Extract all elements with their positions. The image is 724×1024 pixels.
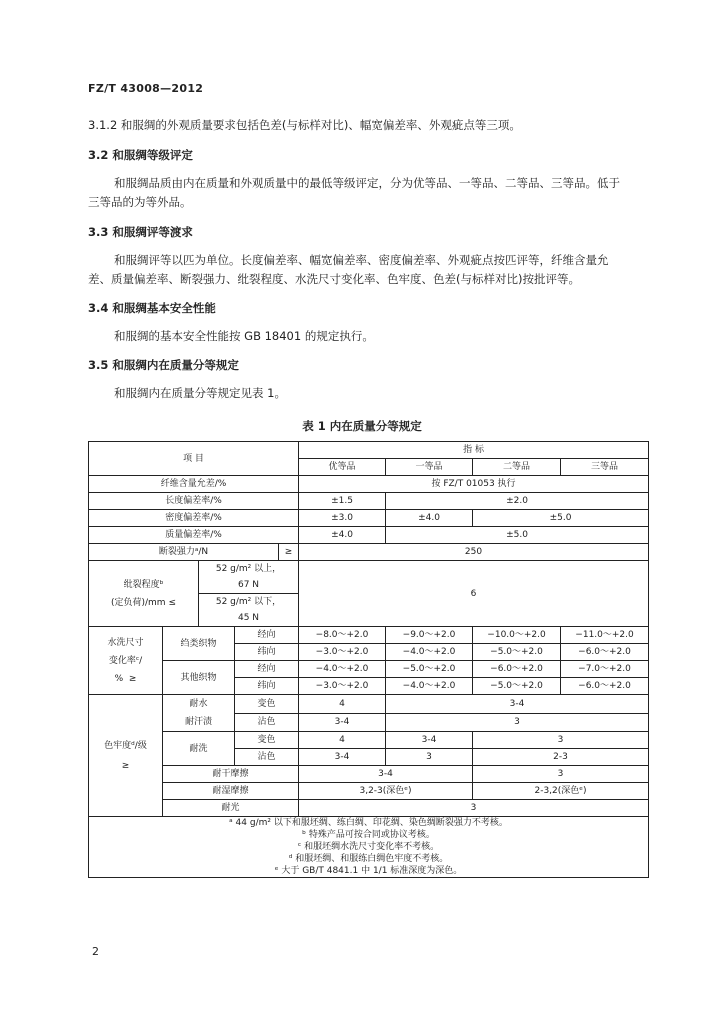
wash-other-weft-label: 纬向	[235, 678, 299, 695]
color-wash-label: 耐洗	[163, 732, 235, 766]
wash-label-line1: 水洗尺寸	[107, 637, 144, 648]
para-3-4: 和服绸的基本安全性能按 GB 18401 的规定执行。	[114, 329, 374, 343]
quality-grade-table	[88, 441, 649, 878]
color-dry-rub-label: 耐干摩擦	[163, 766, 299, 783]
color-water-change-2: 3-4	[386, 695, 649, 714]
row-mass-v2: ±5.0	[386, 527, 649, 544]
head-item: 项 目	[89, 442, 299, 476]
color-wash-stain-label: 沾色	[235, 749, 299, 766]
wash-silk-warp-2: −9.0～+2.0	[386, 627, 473, 644]
color-wet-rub-1: 3,2-3(深色ᵉ)	[299, 783, 473, 800]
wash-silk-warp-4: −11.0～+2.0	[561, 627, 649, 644]
color-label-line2: ≥	[121, 760, 130, 771]
row-density-label: 密度偏差率/%	[89, 510, 299, 527]
wash-symbol: ≥	[128, 673, 137, 684]
wash-silk-warp-label: 经向	[235, 627, 299, 644]
color-wet-rub-2: 2-3,2(深色ᵉ)	[473, 783, 649, 800]
wash-other-weft-1: −3.0～+2.0	[299, 678, 386, 695]
wash-label-line3: %	[114, 673, 124, 684]
slip-cond-1: 52 g/m² 以上，	[199, 561, 299, 578]
row-density-v3: ±5.0	[473, 510, 649, 527]
wash-silk-weft-2: −4.0～+2.0	[386, 644, 473, 661]
wash-other-label: 其他织物	[163, 661, 235, 695]
footnote-b: ᵇ 特殊产品可按合同或协议考核。	[302, 830, 435, 840]
slip-label-line1: 纰裂程度ᵇ	[123, 579, 164, 590]
slip-cond-4: 45 N	[199, 610, 299, 627]
heading-3-3: 3.3 和服绸评等渡求	[88, 225, 193, 239]
color-wash-stain-3: 2-3	[473, 749, 649, 766]
color-water-sweat-label	[163, 695, 235, 732]
slip-label-line2: (定负荷)/mm	[110, 597, 166, 608]
row-strength-symbol: ≥	[279, 544, 299, 561]
heading-3-2: 3.2 和服绸等级评定	[88, 148, 193, 162]
slip-cond-3: 52 g/m² 以下，	[199, 594, 299, 611]
color-label-line1: 色牢度ᵈ/级	[104, 740, 147, 751]
color-water-stain-label: 沾色	[235, 713, 299, 732]
heading-3-5: 3.5 和服绸内在质量分等规定	[88, 358, 239, 372]
para-3-5: 和服绸内在质量分等规定见表 1。	[114, 386, 286, 400]
footnote-a: ᵃ 44 g/m² 以下和服坯绸、练白绸、印花绸、染色绸断裂强力不考核。	[229, 818, 508, 828]
color-light-value: 3	[299, 800, 649, 817]
color-water-change-label: 变色	[235, 695, 299, 714]
table-footnotes	[89, 817, 649, 878]
wash-silk-weft-3: −5.0～+2.0	[473, 644, 561, 661]
head-grade-1: 优等品	[299, 459, 386, 476]
clause-3-1-2: 3.1.2 和服绸的外观质量要求包括色差(与标样对比)、幅宽偏差率、外观疵点等三项。	[88, 118, 521, 132]
wash-other-weft-3: −5.0～+2.0	[473, 678, 561, 695]
footnote-e: ᵉ 大于 GB/T 4841.1 中 1/1 标准深度为深色。	[274, 866, 463, 876]
row-density-v2: ±4.0	[386, 510, 473, 527]
row-length-v1: ±1.5	[299, 493, 386, 510]
wash-other-warp-4: −7.0～+2.0	[561, 661, 649, 678]
color-wash-change-3: 3	[473, 732, 649, 749]
color-dry-rub-1: 3-4	[299, 766, 473, 783]
row-mass-label: 质量偏差率/%	[89, 527, 299, 544]
wash-other-weft-4: −6.0～+2.0	[561, 678, 649, 695]
color-sweat-label: 耐汗渍	[184, 717, 212, 727]
row-fiber-label: 纤维含量允差/%	[89, 476, 299, 493]
wash-silk-weft-label: 纬向	[235, 644, 299, 661]
footnote-c: ᶜ 和服坯绸水洗尺寸变化率不考核。	[297, 842, 440, 852]
color-wash-stain-2: 3	[386, 749, 473, 766]
row-strength-value: 250	[299, 544, 649, 561]
row-length-v2: ±2.0	[386, 493, 649, 510]
wash-other-warp-2: −5.0～+2.0	[386, 661, 473, 678]
head-grade-2: 一等品	[386, 459, 473, 476]
para-3-3-line2: 差、质量偏差率、断裂强力、纰裂程度、水洗尺寸变化率、色牢度、色差(与标样对比)按批评等。	[88, 272, 580, 286]
wash-label-line2: 变化率ᶜ/	[108, 655, 143, 666]
para-3-3-line1: 和服绸评等以匹为单位。长度偏差率、幅宽偏差率、密度偏差率、外观疵点按匹评等，纤维含量允	[114, 253, 609, 267]
standard-header: FZ/T 43008—2012	[88, 82, 204, 95]
slip-cond-2: 67 N	[199, 577, 299, 594]
wash-other-warp-label: 经向	[235, 661, 299, 678]
row-wash-label	[89, 627, 163, 695]
heading-3-4: 3.4 和服绸基本安全性能	[88, 301, 216, 315]
head-grade-4: 三等品	[561, 459, 649, 476]
color-wash-change-1: 4	[299, 732, 386, 749]
color-water-change-1: 4	[299, 695, 386, 714]
wash-other-warp-1: −4.0～+2.0	[299, 661, 386, 678]
color-dry-rub-2: 3	[473, 766, 649, 783]
row-color-label	[89, 695, 163, 817]
para-3-2-line1: 和服绸品质由内在质量和外观质量中的最低等级评定，分为优等品、一等品、二等品、三等品。低于	[114, 176, 620, 190]
wash-silk-warp-1: −8.0～+2.0	[299, 627, 386, 644]
color-wash-stain-1: 3-4	[299, 749, 386, 766]
color-wet-rub-label: 耐湿摩擦	[163, 783, 299, 800]
row-mass-v1: ±4.0	[299, 527, 386, 544]
row-slip-value: 6	[299, 561, 649, 627]
footnote-d: ᵈ 和服坯绸、和服练白绸色牢度不考核。	[288, 854, 449, 864]
color-water-stain-1: 3-4	[299, 713, 386, 732]
row-density-v1: ±3.0	[299, 510, 386, 527]
wash-silk-warp-3: −10.0～+2.0	[473, 627, 561, 644]
table-caption: 表 1 内在质量分等规定	[302, 419, 422, 433]
para-3-2-line2: 三等品的为等外品。	[88, 195, 192, 209]
wash-silk-label: 绉类织物	[163, 627, 235, 661]
slip-symbol: ≤	[168, 597, 176, 608]
color-light-label: 耐光	[163, 800, 299, 817]
wash-silk-weft-4: −6.0～+2.0	[561, 644, 649, 661]
color-wash-change-2: 3-4	[386, 732, 473, 749]
head-index: 指 标	[299, 442, 649, 459]
row-strength-label: 断裂强力ᵃ/N	[89, 544, 279, 561]
row-length-label: 长度偏差率/%	[89, 493, 299, 510]
color-water-stain-2: 3	[386, 713, 649, 732]
row-fiber-value: 按 FZ/T 01053 执行	[299, 476, 649, 493]
wash-other-weft-2: −4.0～+2.0	[386, 678, 473, 695]
color-wash-change-label: 变色	[235, 732, 299, 749]
wash-other-warp-3: −6.0～+2.0	[473, 661, 561, 678]
head-grade-3: 二等品	[473, 459, 561, 476]
page-number: 2	[92, 945, 99, 958]
color-water-label: 耐水	[189, 699, 208, 709]
row-slip-label	[89, 561, 199, 627]
wash-silk-weft-1: −3.0～+2.0	[299, 644, 386, 661]
